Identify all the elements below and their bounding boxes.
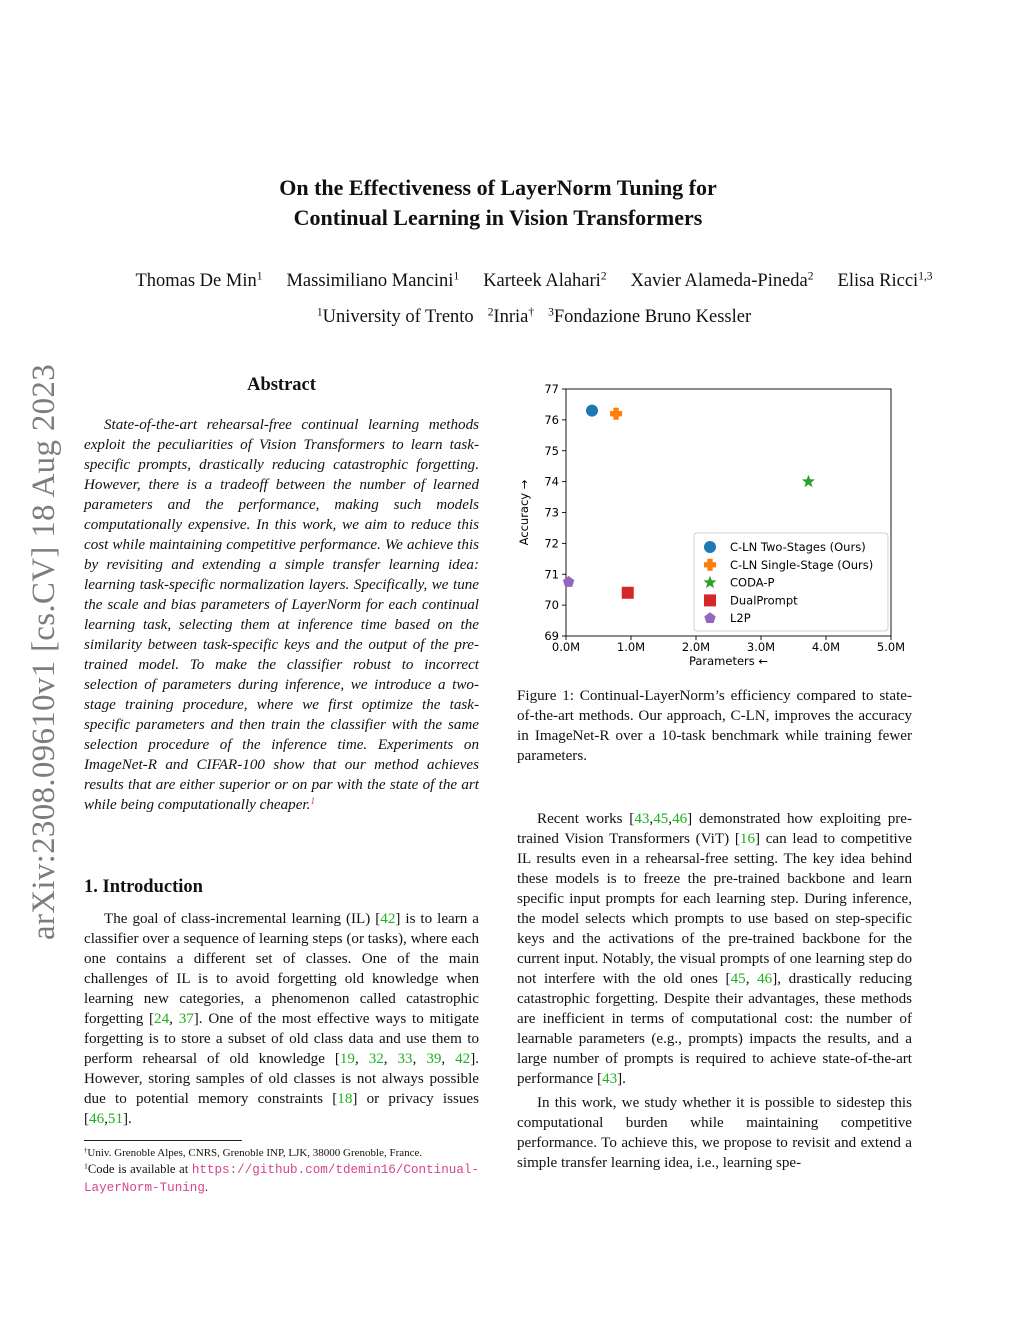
y-tick-label: 74: [544, 474, 559, 489]
code-url-link[interactable]: https://github.com/tdemin16/Continual-LayerNorm-Tuning: [84, 1163, 479, 1195]
text-run: ].: [123, 1111, 132, 1127]
text-run: ,: [668, 811, 673, 827]
author-affiliation-mark: 1: [256, 270, 263, 283]
text-run: ,: [412, 1051, 427, 1067]
data-point: [802, 475, 815, 487]
x-tick-label: 0.0M: [551, 640, 581, 654]
data-point: [610, 408, 622, 420]
y-tick-label: 69: [544, 629, 559, 643]
right-paragraph-1: [517, 809, 912, 1089]
footnote-code: [84, 1161, 479, 1197]
citation-link[interactable]: 42: [455, 1051, 471, 1067]
abstract-footnote-mark[interactable]: 1: [310, 796, 316, 807]
text-run: ]. However, storing samples of old classes is not always possible due to potential memory constraints [: [84, 1051, 480, 1107]
paper-title: [0, 173, 996, 233]
title-line-1: On the Effectiveness of LayerNorm Tuning for: [279, 175, 717, 200]
affiliation: $^3$Fondazione Bruno Kessler: [548, 306, 752, 327]
citation-link[interactable]: 33: [397, 1051, 413, 1067]
footnote-text: Univ. Grenoble Alpes, CNRS, Grenoble INP, LJK, 38000 Grenoble, France.: [87, 1147, 423, 1159]
legend-label: CODA-P: [730, 575, 775, 590]
citation-link[interactable]: 46: [757, 971, 773, 987]
author-list: [0, 268, 1024, 294]
text-run: ]. One of the most effective ways to mitigate forgetting is to store a subset of old class data and use them to perform rehearsal of old knowledge [: [84, 1011, 479, 1067]
citation-link[interactable]: 45: [653, 811, 669, 827]
author-name: Thomas De Min$^1$: [135, 270, 263, 291]
y-tick-label: 71: [544, 567, 559, 582]
affiliation: $^1$University of Trento: [316, 306, 474, 327]
abstract-text: [84, 415, 479, 815]
data-point: [586, 405, 598, 417]
y-tick-label: 76: [544, 412, 559, 427]
y-tick-label: 77: [544, 382, 559, 396]
data-point: [622, 587, 634, 599]
text-run: ,: [383, 1051, 398, 1067]
citation-link[interactable]: 42: [380, 911, 396, 927]
introduction-column: [84, 909, 479, 1129]
legend-label: DualPrompt: [730, 593, 798, 608]
citation-link[interactable]: 46: [89, 1111, 105, 1127]
footnote-mark: †: [84, 1147, 88, 1155]
text-run: ].: [617, 1071, 626, 1087]
citation-link[interactable]: 43: [634, 811, 650, 827]
citation-link[interactable]: 51: [107, 1111, 123, 1127]
text-run: ] can lead to competitive IL results even in a rehearsal-free setting. The key idea behind these models is to freeze the pre-trained backbone and learn specific input prompts for each learning step. During inference, the model selects which prompts to use based on step-specific keys and the activations of the pre-trained backbone for the current input. Notably, the visual prompts of one learning step do not interfere with the old ones [: [517, 831, 912, 987]
efficiency-scatter-chart: [510, 378, 915, 676]
author-name: Karteek Alahari$^2$: [483, 270, 607, 291]
text-run: ] or privacy issues [: [84, 1091, 479, 1127]
author-name: Xavier Alameda-Pineda$^2$: [630, 270, 814, 291]
text-run: ,: [441, 1051, 456, 1067]
citation-link[interactable]: 24: [154, 1011, 170, 1027]
x-tick-label: 5.0M: [876, 640, 906, 654]
legend-marker: [704, 541, 716, 553]
affiliation-list: [0, 304, 1024, 330]
citation-link[interactable]: 32: [368, 1051, 384, 1067]
author-name: Elisa Ricci$^{1,3}$: [837, 270, 933, 291]
author-affiliation-mark: 2: [807, 270, 814, 283]
x-tick-label: 3.0M: [746, 640, 776, 654]
footnote-mark: 1: [84, 1161, 88, 1171]
right-column-text: [517, 809, 912, 1173]
legend-label: C-LN Two-Stages (Ours): [730, 540, 866, 554]
y-tick-label: 75: [544, 443, 559, 458]
introduction-paragraph: [84, 909, 479, 1129]
citation-link[interactable]: 37: [178, 1011, 194, 1027]
y-tick-label: 72: [544, 536, 559, 551]
citation-link[interactable]: 46: [672, 811, 688, 827]
affiliation: $^2$Inria†: [487, 306, 535, 327]
legend-label: L2P: [730, 611, 751, 626]
x-tick-label: 2.0M: [681, 640, 711, 654]
citation-link[interactable]: 18: [337, 1091, 353, 1107]
text-run: ], drastically reducing catastrophic forgetting. Despite their advantages, these methods are inefficient in terms of computational cost: the number of learnable parameters (e.g., prompts) impacts the results, and a large number of prompts is required to achieve state-of-the-art performance [: [517, 971, 913, 1087]
author-affiliation-mark: 2: [600, 270, 607, 283]
footnote-period: .: [204, 1180, 209, 1194]
footnote-divider: [84, 1140, 242, 1141]
text-run: Recent works [: [537, 811, 635, 827]
legend-label: C-LN Single-Stage (Ours): [730, 557, 874, 572]
right-paragraph-2: [517, 1093, 912, 1173]
citation-link[interactable]: 39: [426, 1051, 442, 1067]
introduction-heading: 1. Introduction: [84, 877, 203, 897]
citation-link[interactable]: 45: [730, 971, 746, 987]
x-axis-label: Parameters ←: [688, 654, 769, 668]
text-run: ,: [745, 971, 758, 987]
citation-link[interactable]: 16: [739, 831, 755, 847]
text-run: ] is to learn a classifier over a sequence of learning steps (or tasks), where each one contains a different set of classes. One of the main challenges of IL is to avoid forgetting old knowledge when learning new categories, a phenomenon called catastrophic forgetting [: [84, 911, 479, 1027]
text-run: ,: [104, 1111, 108, 1127]
title-line-2: Continual Learning in Vision Transformers: [293, 205, 703, 230]
citation-link[interactable]: 43: [602, 1071, 618, 1087]
text-run: In this work, we study whether it is possible to sidestep this computational burden while maintaining competitive performance. To achieve this, we propose to revisit and extend a simple transfer learning idea, i.e., learning spe-: [517, 1095, 912, 1171]
author-affiliation-mark: 1,3: [918, 270, 933, 283]
text-run: The goal of class-incremental learning (IL) [: [104, 911, 381, 927]
text-run: ] demonstrated how exploiting pre-trained Vision Transformers (ViT) [: [517, 811, 913, 847]
x-tick-label: 4.0M: [811, 640, 841, 654]
footnote-affiliation: [84, 1146, 479, 1160]
data-point: [563, 576, 574, 587]
arxiv-identifier: arXiv:2308.09610v1 [cs.CV] 18 Aug 2023: [26, 363, 62, 940]
y-axis-label: Accuracy →: [517, 479, 531, 546]
figure-caption: Figure 1: Continual-LayerNorm’s efficiency compared to state-of-the-art methods. Our approach, C-LN, improves the accuracy in ImageNet-R over a 10-task benchmark while training fewer parameters.: [517, 688, 912, 764]
author-affiliation-mark: 1: [453, 270, 460, 283]
abstract-heading: Abstract: [247, 375, 316, 395]
text-run: ,: [649, 811, 654, 827]
author-name: Massimiliano Mancini$^1$: [286, 270, 460, 291]
text-run: ,: [169, 1011, 179, 1027]
abstract-body: State-of-the-art rehearsal-free continual learning methods exploit the peculiarities of Vision Transformers to learn task-specific prompts, drastically reducing catastrophic forgetting. However, there is a tradeoff between the number of learned parameters and the performance, making such models computationally expensive. In this work, we aim to reduce this cost while maintaining competitive performance. We achieve this by revisiting and extending a simple transfer learning idea: learning task-specific normalization layers. Specifically, we tune the scale and bias parameters of LayerNorm for each continual learning task, selecting them at inference time based on the similarity between task-specific keys and the output of the pre-trained model. To make the classifier robust to incorrect selection of parameters during inference, we introduce a two-stage training procedure, where we first optimize the task-specific parameters and then train the classifier with the same selection procedure of the inference time. Experiments on ImageNet-R and CIFAR-100 show that our method achieves results that are either superior or on par with the state of the art while being computationally cheaper.: [84, 417, 479, 813]
y-tick-label: 70: [544, 598, 559, 613]
citation-link[interactable]: 19: [339, 1051, 355, 1067]
x-tick-label: 1.0M: [616, 640, 646, 654]
legend-marker: [704, 594, 716, 606]
y-tick-label: 73: [544, 505, 559, 520]
footnote-text: Code is available at: [87, 1162, 189, 1176]
text-run: ,: [354, 1051, 369, 1067]
